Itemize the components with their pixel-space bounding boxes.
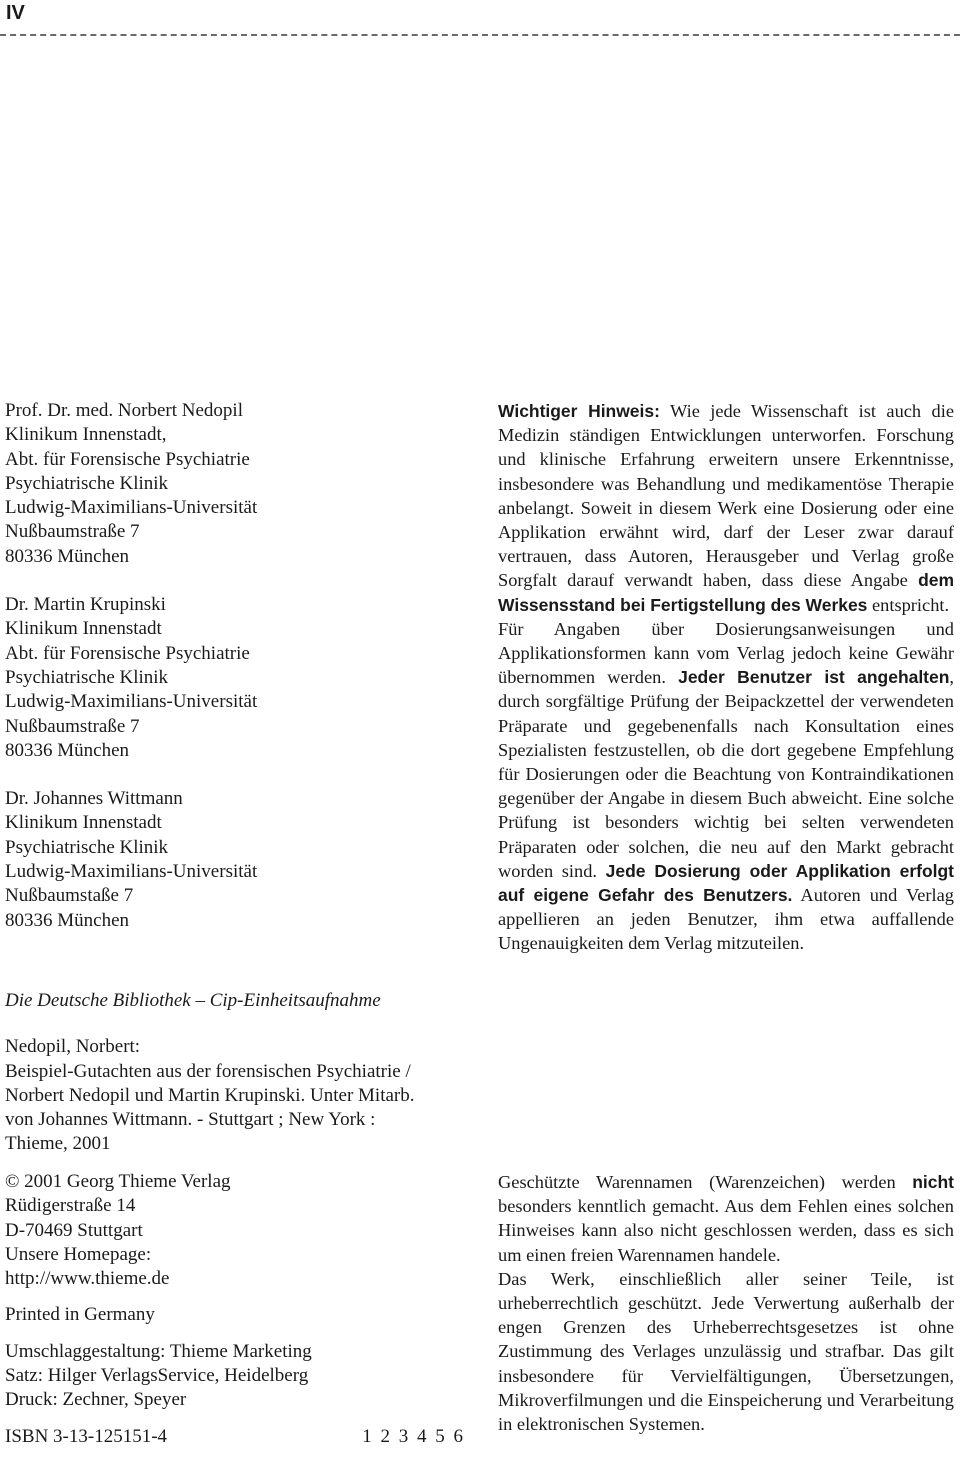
notice-paragraph-1 bbox=[498, 399, 954, 617]
address-line: 80336 München bbox=[5, 545, 130, 567]
credit-line: Umschlaggestaltung: Thieme Marketing bbox=[5, 1340, 312, 1362]
notice-text: Autoren und Verlag appellieren an jeden Benutzer, ihm etwa auffallende Ungenauigkeiten dem Verlag mitzuteilen. bbox=[498, 885, 954, 954]
address-line: Nußbaumstaße 7 bbox=[5, 885, 134, 907]
trademark-paragraph bbox=[498, 1170, 954, 1267]
cip-line: Beispiel-Gutachten aus der forensischen Psychiatrie / bbox=[5, 1060, 411, 1082]
homepage-link[interactable]: http://www.thieme.de bbox=[5, 1268, 170, 1290]
cip-title: Die Deutsche Bibliothek – Cip-Einheitsaufnahme bbox=[5, 989, 381, 1011]
notice-text: entspricht. bbox=[867, 594, 950, 615]
address-line: 80336 München bbox=[5, 909, 130, 931]
notice-paragraph-2 bbox=[498, 617, 954, 956]
notice-text: Für Angaben über Dosierungsanweisungen und Applikationsformen kann vom Verlag jedoch keine Gewähr übernommen werden. bbox=[498, 618, 954, 688]
notice-label: Wichtiger Hinweis: bbox=[498, 401, 660, 421]
publisher-address bbox=[5, 1170, 475, 1291]
publisher-line: D-70469 Stuttgart bbox=[5, 1219, 143, 1241]
address-line: Ludwig-Maximilians-Universität bbox=[5, 691, 258, 713]
cip-line: von Johannes Wittmann. - Stuttgart ; New York : bbox=[5, 1109, 376, 1131]
address-line: 80336 München bbox=[5, 739, 130, 761]
author-address-1 bbox=[5, 399, 475, 569]
address-line: Psychiatrische Klinik bbox=[5, 836, 169, 858]
cip-line: Nedopil, Norbert: bbox=[5, 1036, 141, 1058]
address-line: Dr. Martin Krupinski bbox=[5, 594, 166, 616]
isbn: ISBN 3-13-125151-4 bbox=[5, 1425, 168, 1447]
cip-entry bbox=[5, 1035, 475, 1156]
publisher-info bbox=[5, 1170, 475, 1449]
print-run: 1 2 3 4 5 6 bbox=[362, 1425, 465, 1447]
notice-emphasis: dem Wissensstand bei Fertigstellung des Werkes bbox=[498, 570, 954, 615]
isbn-line bbox=[5, 1425, 465, 1449]
credits bbox=[5, 1340, 475, 1413]
header-rule bbox=[0, 34, 960, 36]
printed-in: Printed in Germany bbox=[5, 1304, 155, 1326]
address-line: Prof. Dr. med. Norbert Nedopil bbox=[5, 400, 243, 421]
cip-line: Thieme, 2001 bbox=[5, 1133, 111, 1155]
rights-paragraph: Das Werk, einschließlich aller seiner Teile, ist urheberrechtlich geschützt. Jede Verwertung außerhalb der engen Grenzen des Urheberrechtsgesetzes ist ohne Zustimmung des Verlages unzulässig und strafbar. Das gilt insbesondere für Vervielfältigungen, Übersetzungen, Mikroverfilmungen und die Einspeicherung und Verarbeitung in elektronischen Systemen. bbox=[498, 1268, 954, 1435]
address-line: Nußbaumstraße 7 bbox=[5, 521, 140, 543]
address-line: Nußbaumstraße 7 bbox=[5, 715, 140, 737]
address-line: Abt. für Forensische Psychiatrie bbox=[5, 448, 250, 470]
important-notice bbox=[498, 399, 954, 956]
credit-line: Satz: Hilger VerlagsService, Heidelberg bbox=[5, 1365, 309, 1387]
credit-line: Druck: Zechner, Speyer bbox=[5, 1389, 187, 1411]
copyright-text: Geschützte Warennamen (Warenzeichen) werden bbox=[498, 1172, 913, 1192]
copyright-text: besonders kenntlich gemacht. Aus dem Fehlen eines solchen Hinweises kann also nicht geschlossen werden, dass es sich um einen freien Warennamen handele. bbox=[498, 1196, 954, 1265]
address-line: Klinikum Innenstadt bbox=[5, 618, 162, 640]
notice-text: Wie jede Wissenschaft ist auch die Medizin ständigen Entwicklungen unterworfen. Forschung und klinische Erfahrung erweitern unsere Erkenntnisse, insbesondere was Behandlung und medikamentöse Therapie anbelangt. Soweit in diesem Werk eine Dosierung oder eine Applikation erwähnt wird, darf der Leser zwar darauf vertrauen, dass Autoren, Herausgeber und Verlag große Sorgfalt darauf verwandt haben, dass diese Angabe bbox=[498, 401, 954, 591]
notice-emphasis: Jede Dosierung oder Applikation erfolgt auf eigene Gefahr des Benutzers. bbox=[498, 860, 955, 906]
address-line: Dr. Johannes Wittmann bbox=[5, 788, 183, 810]
address-line: Psychiatrische Klinik bbox=[5, 472, 169, 494]
copyright-notice bbox=[498, 1170, 954, 1436]
address-line: Ludwig-Maximilians-Universität bbox=[5, 861, 258, 883]
page-number: IV bbox=[6, 2, 25, 24]
publisher-line: Unsere Homepage: bbox=[5, 1243, 152, 1265]
cip-line: Norbert Nedopil und Martin Krupinski. Unter Mitarb. bbox=[5, 1084, 415, 1106]
left-column bbox=[5, 399, 475, 1157]
address-line: Klinikum Innenstadt bbox=[5, 812, 162, 834]
address-line: Klinikum Innenstadt, bbox=[5, 424, 167, 446]
notice-emphasis: Jeder Benutzer ist angehalten bbox=[678, 667, 950, 688]
copyright-emphasis: nicht bbox=[912, 1172, 954, 1192]
notice-text: , durch sorgfältige Prüfung der Beipackzettel der verwendeten Präparate und gegebenenfalls nach Konsultation eines Spezialisten festzustellen, ob die dort gegebene Empfehlung für Dosierungen oder die Beachtung von Kontraindikationen gegenüber der Angabe in diesem Buch abweicht. Eine solche Prüfung ist besonders wichtig bei selten verwendeten Präparaten oder solchen, die neu auf den Markt gebracht worden sind. bbox=[498, 667, 954, 881]
publisher-line: Rüdigerstraße 14 bbox=[5, 1195, 136, 1217]
publisher-line: © 2001 Georg Thieme Verlag bbox=[5, 1171, 231, 1192]
address-line: Psychiatrische Klinik bbox=[5, 666, 169, 688]
address-line: Ludwig-Maximilians-Universität bbox=[5, 497, 258, 519]
address-line: Abt. für Forensische Psychiatrie bbox=[5, 642, 250, 664]
author-address-3 bbox=[5, 787, 475, 933]
author-address-2 bbox=[5, 593, 475, 763]
